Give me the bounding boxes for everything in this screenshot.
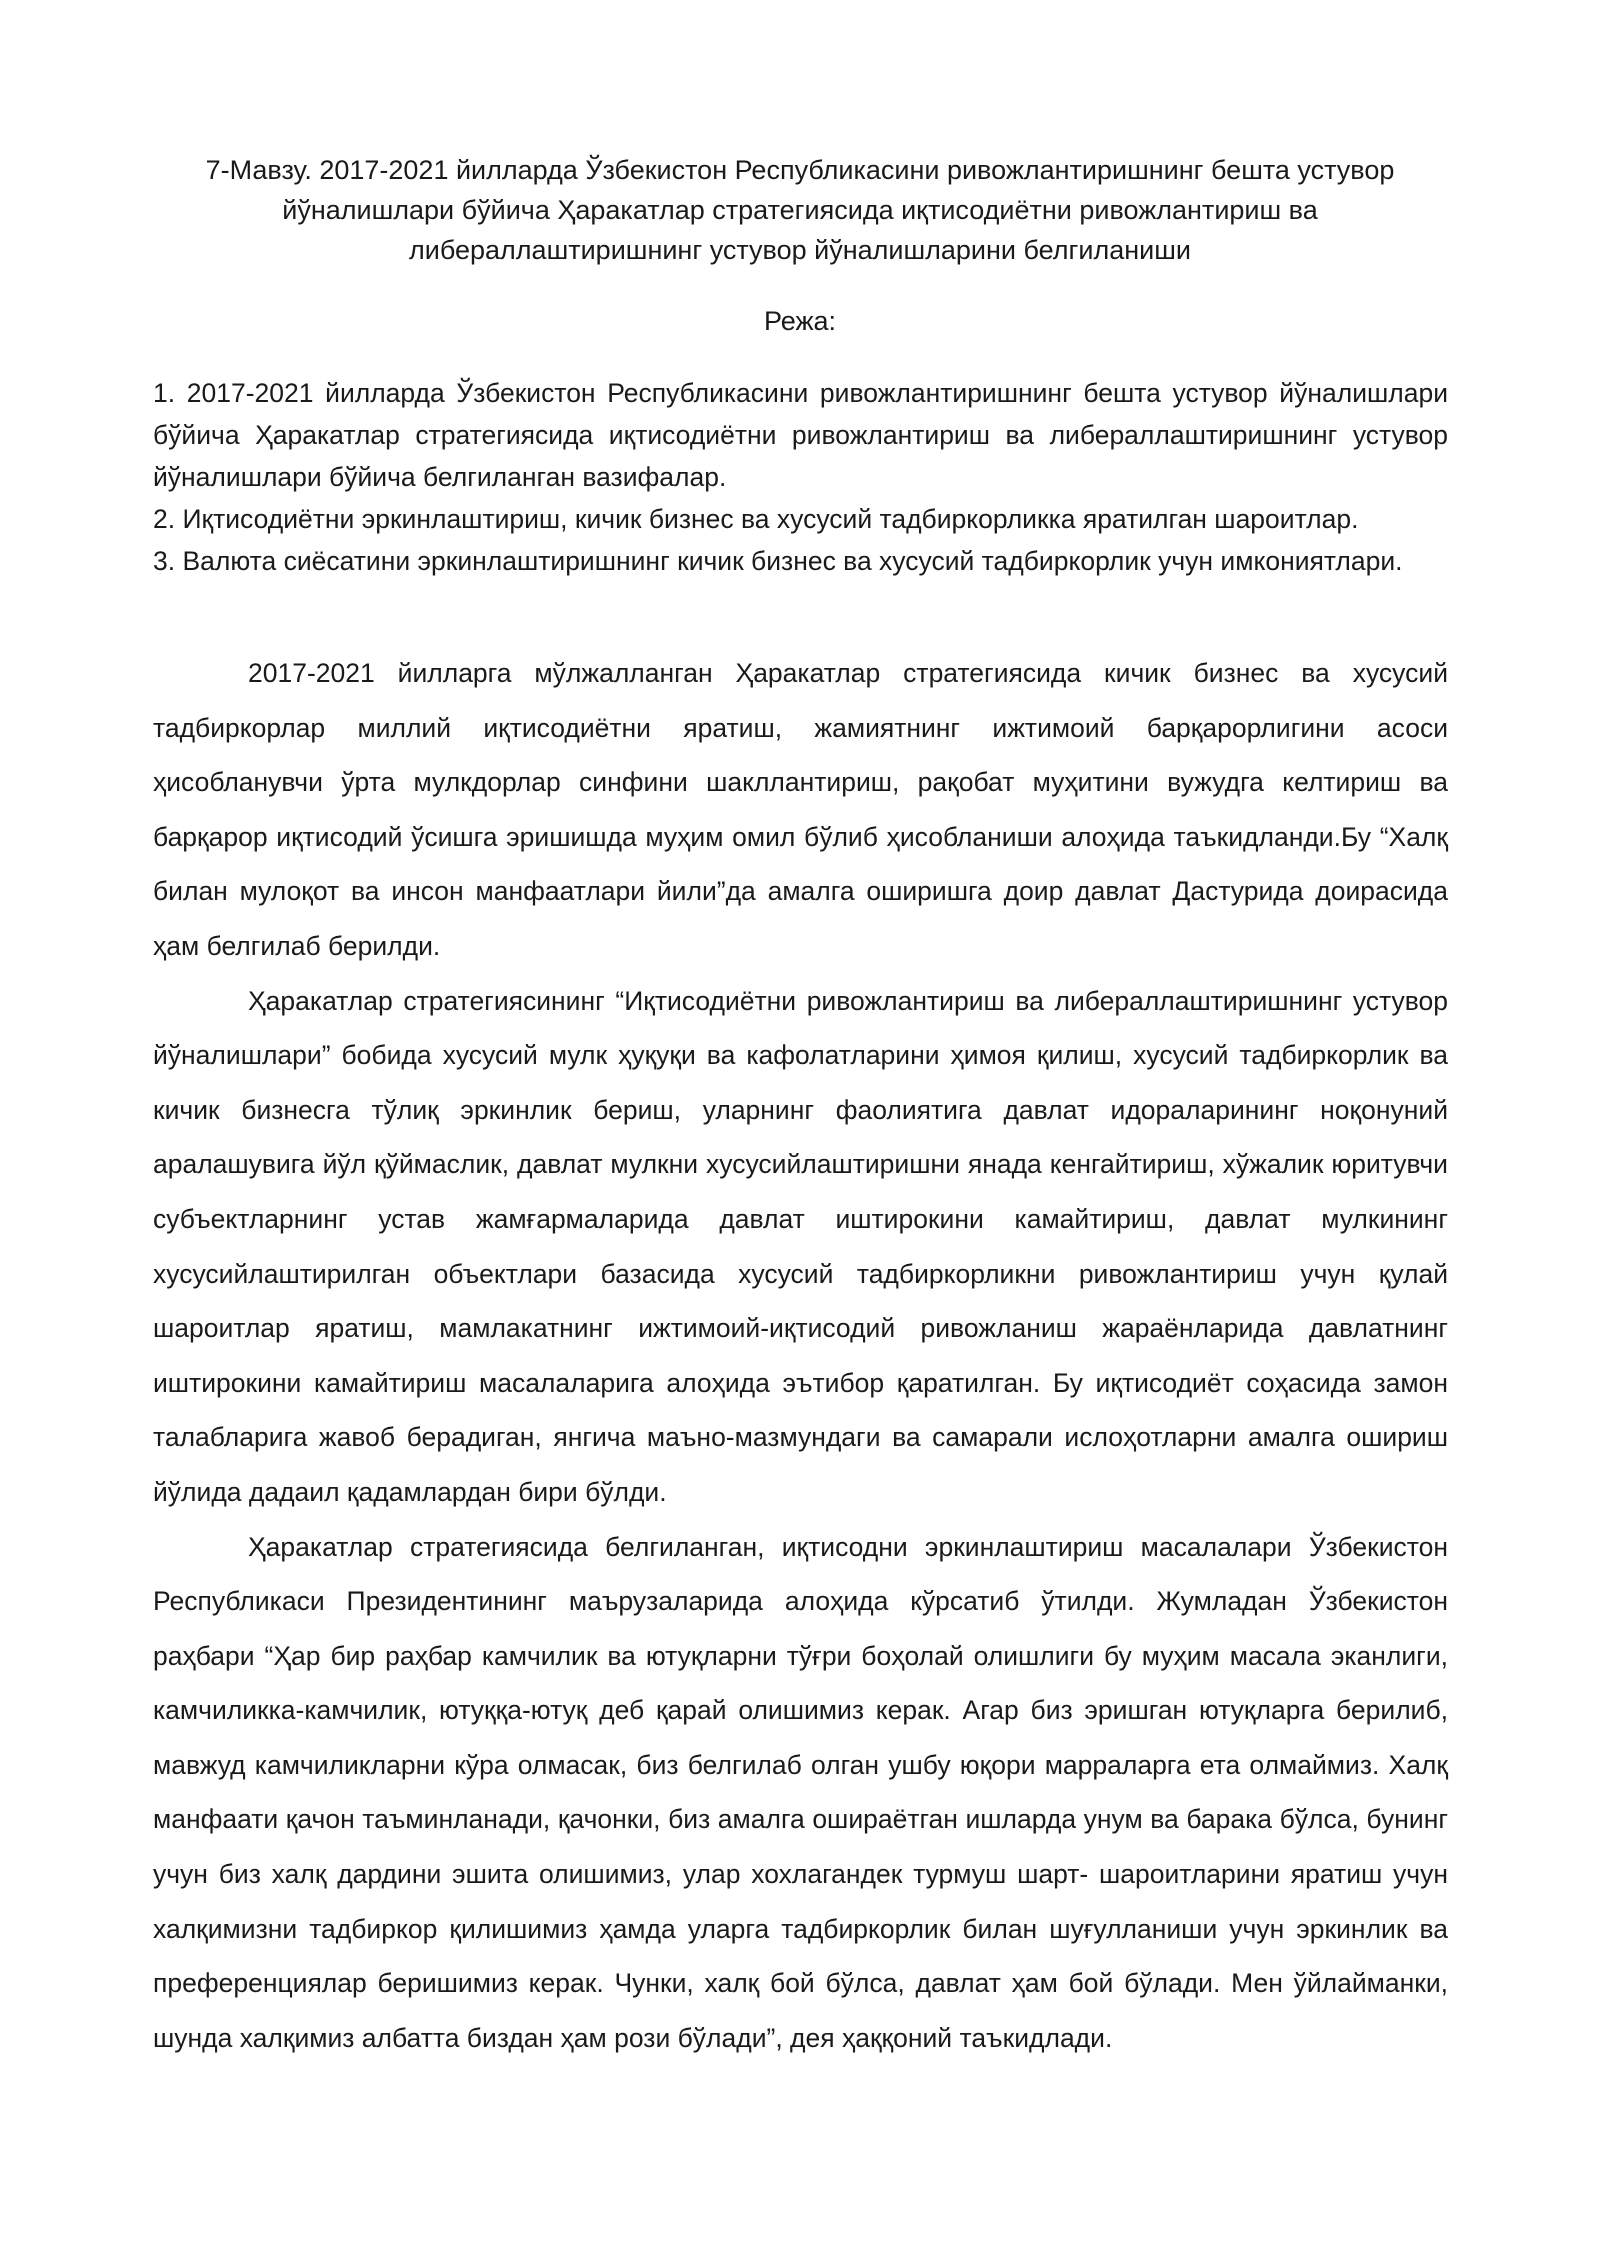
plan-list [153,372,1448,582]
plan-item: 1. 2017-2021 йилларда Ўзбекистон Республикасини ривожлантиришнинг бешта устувор йўналишлари бўйича Ҳаракатлар стратегиясида иқтисодиётни ривожлантириш ва либераллаштиришнинг устувор йўналишлари бўйича белгиланган вазифалар. [153,378,1448,492]
title-line: 7-Мавзу. 2017-2021 йилларда Ўзбекистон Республикасини ривожлантиришнинг бешта устувор [205,155,1395,185]
body-text [153,646,1448,2065]
title-line: либераллаштиришнинг устувор йўналишларини белгиланиши [409,235,1191,265]
body-paragraph: Ҳаракатлар стратегиясининг “Иқтисодиётни ривожлантириш ва либераллаштиришнинг устувор йўналишлари” бобида хусусий мулк ҳуқуқи ва кафолатларини ҳимоя қилиш, хусусий тадбиркорлик ва кичик бизнесга тўлиқ эркинлик бериш, уларнинг фаолиятига давлат идораларининг ноқонуний аралашувига йўл қўймаслик, давлат мулкни хусусийлаштиришни янада кенгайтириш, хўжалик юритувчи субъектларнинг устав жамғармаларида давлат иштирокини камайтириш, давлат мулкининг хусусийлаштирилган объектлари базасида хусусий тадбиркорликни ривожлантириш учун қулай шароитлар яратиш, мамлакатнинг ижтимоий-иқтисодий ривожланиш жараёнларида давлатнинг иштирокини камайтириш масалаларига алоҳида эътибор қаратилган. Бу иқтисодиёт соҳасида замон талабларига жавоб берадиган, янгича маъно-мазмундаги ва самарали ислоҳотларни амалга ошириш йўлида дадаил қадамлардан бири бўлди. [153,985,1448,1507]
plan-item: 3. Валюта сиёсатини эркинлаштиришнинг кичик бизнес ва хусусий тадбиркорлик учун имкониятлари. [153,546,1403,576]
plan-item: 2. Иқтисодиётни эркинлаштириш, кичик бизнес ва хусусий тадбиркорликка яратилган шароитлар. [153,504,1359,534]
body-paragraph: 2017-2021 йилларга мўлжалланган Ҳаракатлар стратегиясида кичик бизнес ва хусусий тадбиркорлар миллий иқтисодиётни яратиш, жамиятнинг ижтимоий барқарорлигини асоси ҳисобланувчи ўрта мулкдорлар синфини шакллантириш, рақобат муҳитини вужудга келтириш ва барқарор иқтисодий ўсишга эришишда муҳим омил бўлиб ҳисобланиши алоҳида таъкидланди.Бу “Халқ билан мулоқот ва инсон манфаатлари йили”да амалга оширишга доир давлат Дастурида доирасида ҳам белгилаб берилди. [153,658,1448,961]
body-paragraph: Ҳаракатлар стратегиясида белгиланган, иқтисодни эркинлаштириш масалалари Ўзбекистон Республикаси Президентининг маърузаларида алоҳида кўрсатиб ўтилди. Жумладан Ўзбекистон раҳбари “Ҳар бир раҳбар камчилик ва ютуқларни тўғри боҳолай олишлиги бу муҳим масала эканлиги, камчиликка-камчилик, ютуққа-ютуқ деб қарай олишимиз керак. Агар биз эришган ютуқларга берилиб, мавжуд камчиликларни кўра олмасак, биз белгилаб олган ушбу юқори марраларга ета олмаймиз. Халқ манфаати қачон таъминланади, қачонки, биз амалга ошираётган ишларда унум ва барака бўлса, бунинг учун биз халқ дардини эшита олишимиз, улар хохлагандек турмуш шарт- шароитларини яратиш учун халқимизни тадбиркор қилишимиз ҳамда уларга тадбиркорлик билан шуғулланиши учун эркинлик ва преференциялар беришимиз керак. Чунки, халқ бой бўлса, давлат ҳам бой бўлади. Мен ўйлайманки, шунда халқимиз албатта биздан ҳам рози бўлади”, дея ҳаққоний таъкидлади. [153,1531,1448,2053]
document-title [140,150,1460,270]
title-line: йўналишлари бўйича Ҳаракатлар стратегиясида иқтисодиётни ривожлантириш ва [282,195,1318,225]
plan-heading: Режа: [763,306,837,336]
